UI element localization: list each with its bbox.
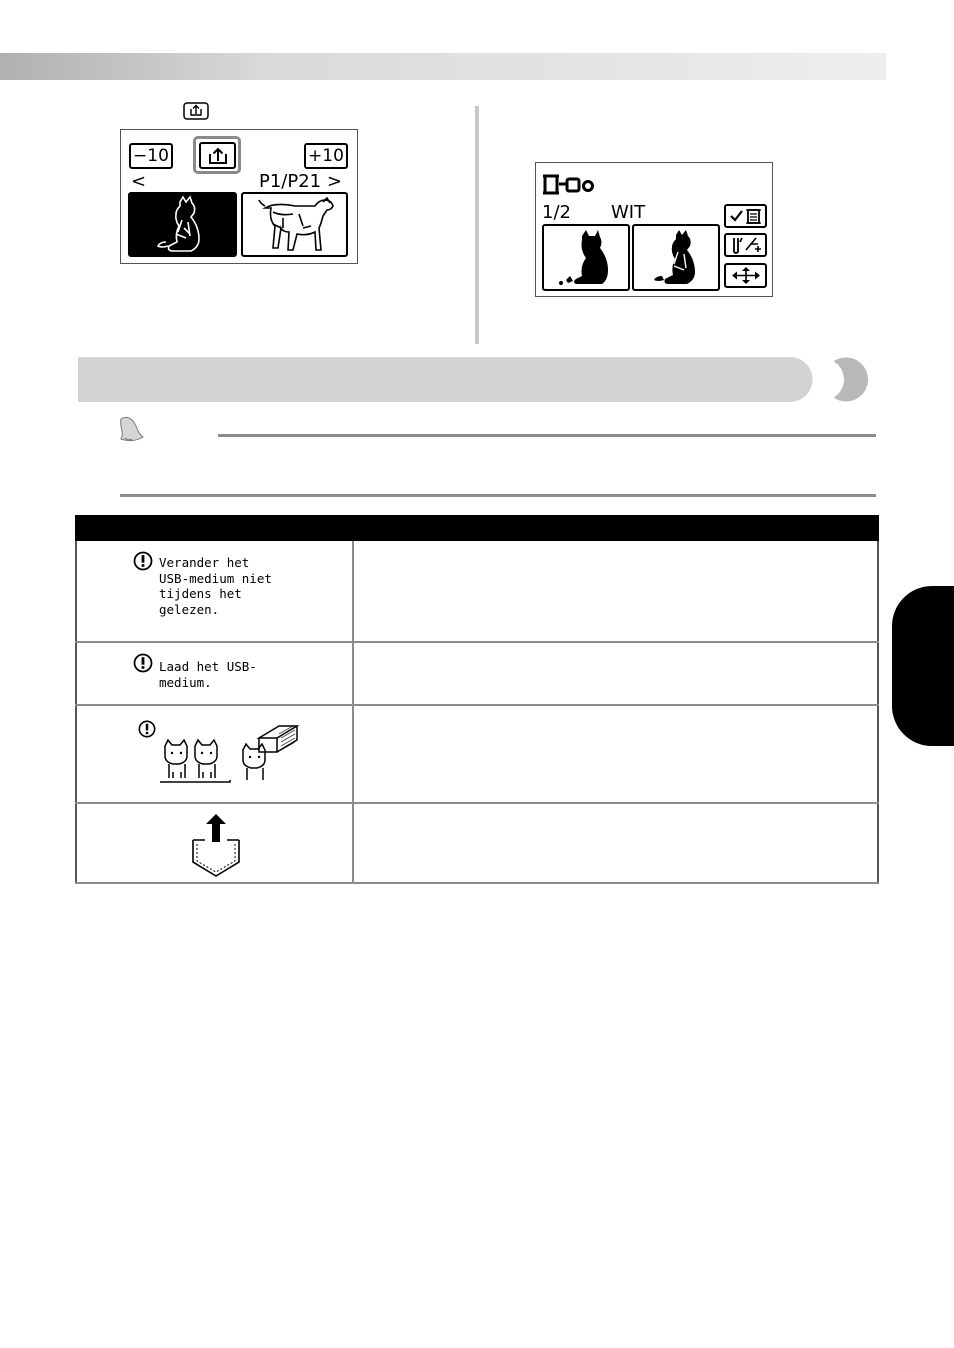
table-header-row: [76, 516, 878, 540]
error-description: [353, 705, 878, 803]
plus-ten-button[interactable]: +10: [304, 143, 348, 169]
needle-tension-icon: [728, 236, 764, 254]
cat-embroidery-icon: [130, 194, 235, 255]
bell-icon: [112, 414, 146, 444]
table-row: [76, 803, 878, 883]
error-description: [353, 540, 878, 642]
error-description: [353, 803, 878, 883]
embroidery-color-screen: [535, 162, 773, 297]
usb-button[interactable]: [199, 142, 236, 169]
note-bottom-rule: [120, 494, 876, 497]
pattern-preview-thumbnail: [632, 224, 720, 291]
section-heading-bar: [78, 357, 868, 402]
usb-icon: [204, 146, 232, 166]
cat-silhouette-icon: [544, 226, 628, 289]
pattern-select-screen: [120, 129, 358, 264]
thread-spool-icon: [542, 171, 598, 197]
column-divider: [475, 106, 479, 344]
error-description: [353, 642, 878, 705]
table-header-message: [76, 516, 353, 540]
error-message-text: Laad het USB- medium.: [159, 659, 257, 690]
spool-check-button[interactable]: [724, 204, 767, 228]
table-row: [76, 642, 878, 705]
dog-embroidery-icon: [243, 194, 346, 255]
table-row: [76, 705, 878, 803]
warning-icon: [133, 653, 153, 673]
chapter-tab: [892, 586, 954, 746]
usb-icon: [183, 102, 209, 120]
previous-page-arrow[interactable]: <: [131, 171, 147, 192]
color-preview-thumbnail: [542, 224, 630, 291]
move-pattern-button[interactable]: [724, 263, 767, 288]
move-arrows-icon: [729, 266, 763, 285]
error-message-table: [75, 515, 879, 884]
spool-check-icon: [728, 207, 764, 225]
note-top-rule: [218, 434, 876, 437]
pattern-thumbnail-selected[interactable]: [128, 192, 237, 257]
color-name: WIT: [611, 202, 646, 223]
cats-memory-full-icon: [157, 724, 303, 784]
warning-icon: [133, 551, 153, 571]
needle-tension-button[interactable]: [724, 233, 767, 257]
page-indicator: P1/P21 >: [259, 171, 342, 192]
top-gradient-band: [0, 53, 886, 80]
usb-eject-pocket-icon: [189, 812, 243, 878]
table-row: [76, 540, 878, 642]
warning-icon: [138, 720, 156, 738]
minus-ten-button[interactable]: −10: [129, 143, 173, 169]
error-message-text: Verander het USB-medium niet tijdens het gelezen.: [159, 555, 272, 617]
cat-embroidery-icon: [634, 226, 718, 289]
table-header-cause: [353, 516, 878, 540]
pattern-thumbnail[interactable]: [241, 192, 348, 257]
color-index: 1/2: [542, 202, 571, 223]
